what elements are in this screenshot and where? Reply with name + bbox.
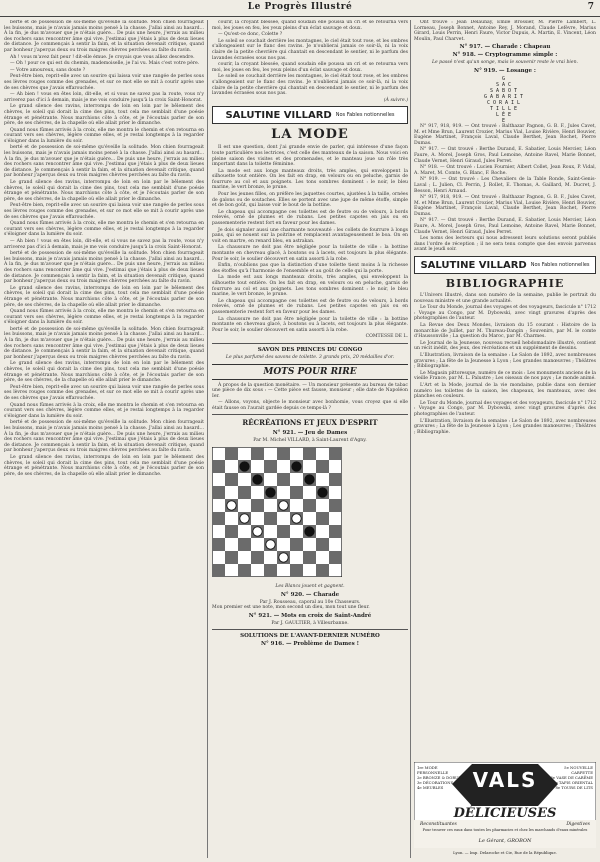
paragraph: N° 918. — Ont trouvé : Lucien Fournier, Albert Collet, Jean Roux, P. Vidal, A. Maret, M. Comte, G. Blanc, F. Roche. [414, 165, 596, 176]
white-piece [253, 527, 262, 536]
paragraph: Peut-être bien, reprit-elle avec un sourire qui laissa voir une rangée de perles sous ses lèvres rouges comme des grenades, et sur ce mot elle se mit à courir après une de ses chèvres que j'avais effarouchée. [4, 74, 204, 91]
paragraph: La chaussure ne doit pas être négligée pour la toilette de ville : la bottine montante en chevreau glacé, à boutons ou à lacets, est toujours la plus élégante. Pour le soir, le soulier découvert en satin assorti à la robe. [212, 245, 408, 262]
board-square [225, 551, 238, 564]
board-square [251, 447, 264, 460]
paragraph: — Ah bien ! vous en êtes loin, dit-elle, et si vous ne savez pas la route, vous n'y arriverez pas d'ici à demain, mais je me vois conduire jusqu'à la croix Saint-Honorat. [4, 238, 204, 250]
paragraph: Le grand silence des ravins, interrompu de loin en loin par le bêlement des chèvres, le soleil qui dorait la cime des pins, tout cela me semblait d'une poésie étrange et pénétrante. Nous marchions côte à côte, et je l'écoutais parler de son père, de ses chèvres, de la chapelle où elle allait prier le dimanche. [4, 285, 204, 308]
paragraph: Le grand silence des ravins, interrompu de loin en loin par le bêlement des chèvres, le soleil qui dorait la cime des pins, tout cela me semblait d'une poésie étrange et pénétrante. Nous marchions côte à côte, et je l'écoutais parler de son père, de ses chèvres, de la chapelle où elle allait prier le dimanche. [4, 454, 204, 477]
paragraph: berté et de possession de soi-même qu'éveille la solitude. Mon chien fourrageait les buissons, mais je n'avais jamais moins pensé à la chasse. J'allai ainsi au hasard... À la fin, je dus m'avouer que je n'étais guère... De puis une heure, j'errais au milieu des rochers sans rencontrer âme qui vive. J'estimai que j'étais à plus de deux lieues de distance. Je commençais à sentir la faim, et la situation devenait critique, quand par bonheur j'aperçus deux ou trois maigres chèvres perchées au faîte du ravin. [4, 251, 204, 285]
paragraph: Quand nous fûmes arrivés à la croix, elle me montra le chemin et s'en retourna en courant vers ses chèvres, légère comme elles, et je restai longtemps à la regarder s'éloigner dans la lumière du soir. [4, 309, 204, 326]
board-square [329, 473, 342, 486]
paragraph: — Votre amoureux, sans doute ? [10, 67, 86, 73]
board-caption: Les Blancs jouent et gagnent. [275, 584, 345, 590]
paragraph: La chaussure ne doit pas être négligée pour la toilette de ville : la bottine montante en chevreau glacé, à boutons ou à lacets, est toujours la plus élégante. Pour le soir, le soulier découvert en satin assorti à la robe. [212, 316, 408, 333]
checkers-board [212, 447, 342, 577]
board-square [212, 564, 225, 577]
charade-title: N° 920. — Charade [280, 591, 340, 598]
paragraph: Peut-être bien, reprit-elle avec un sourire qui laissa voir une rangée de perles sous ses lèvres rouges comme des grenades, et sur ce mot elle se mit à courir après une de ses chèvres que j'avais effarouchée. [4, 203, 204, 220]
ad-brand-bottom: DÉLICIEUSES [453, 806, 557, 821]
paragraph: Quand nous fûmes arrivés à la croix, elle me montra le chemin et s'en retourna en courant vers ses chèvres, légère comme elles, et je restai longtemps à la regarder s'éloigner dans la lumière du soir. [4, 402, 204, 419]
column-3 [414, 20, 596, 858]
ad-small-text: Pour trouver ces eaux dans toutes les pharmacies et chez les marchands d'eaux minérales [422, 828, 588, 832]
white-piece [227, 501, 236, 510]
paragraph: — Ah bien ! vous en êtes loin, dit-elle, et si vous ne savez pas la route, vous n'y arriverez pas d'ici à demain, mais je me vois conduire jusqu'à la croix Saint-Honorat. [4, 92, 204, 103]
board-square [303, 499, 316, 512]
losange-line: TILLE [489, 105, 521, 112]
losange-line: GABARIT [483, 93, 527, 100]
paragraph: La mode est aux longs manteaux droits, très amples, qui enveloppent la silhouette tout entière. On les fait en drap, en velours ou en peluche, garnis de fourrure au col et aux poignets. Les tons sombres dominent : le noir, le bleu marine, le vert bronze, le prune. [212, 168, 408, 191]
solvers-list [414, 124, 596, 253]
paragraph: N° 917. — Ont trouvé : Berthe Durand, E. Sabatier, Louis Mercier, Léon Faure, A. Morel, Joseph Gros, Paul Lemoine, Antoine Ravel, Marie Bonnet, Claude Vernet, Henri Giraud, Jules Perret. [414, 147, 596, 164]
board-square [238, 538, 251, 551]
bibliographie-title: BIBLIOGRAPHIE [445, 277, 565, 291]
board-square [277, 473, 290, 486]
losange-line: SAC [495, 81, 515, 88]
to-be-continued: (À suivre.) [383, 97, 408, 103]
solutions-title: SOLUTIONS DE L'AVANT-DERNIER NUMÉRO [240, 633, 380, 640]
black-piece [305, 527, 314, 536]
paragraph: L'Illustration, livraison de la semaine : Le Salon de 1892, avec nombreuses gravures ; La fête de la Jeunesse à Lyon ; Les grandes manœuvres ; Théâtres ; Bibliographie. [414, 352, 596, 370]
paragraph: Le grand silence des ravins, interrompu de loin en loin par le bêlement des chèvres, le soleil qui dorait la cime des pins, tout cela me semblait d'une poésie étrange et pénétrante. Nous marchions côte à côte, et je l'écoutais parler de son père, de ses chèvres, de la chapelle où elle allait prier le dimanche. [4, 180, 204, 202]
column-rule-1 [207, 20, 208, 858]
paragraph: Quand nous fûmes arrivés à la croix, elle me montra le chemin et s'en retourna en courant vers ses chèvres, légère comme elles, et je restai longtemps à la regarder s'éloigner dans la lumière du soir. [4, 221, 204, 238]
crypto-text: Le passé n'est qu'un songe, mais le souvenir reste le vrai bien. [431, 60, 579, 66]
paragraph: Enfin, n'oublions pas que la distinction d'une toilette tient moins à la richesse des étoffes qu'à l'harmonie de l'ensemble et au goût de celle qui la porte. [212, 263, 408, 274]
board-square [329, 551, 342, 564]
paragraph: L'Art et la Mode, journal de la vie mondaine, publie dans son dernier numéro les toilettes de la saison, les chapeaux, les manteaux, avec des planches en couleurs. [414, 382, 596, 400]
losange-line: E [501, 117, 508, 124]
white-piece [266, 540, 275, 549]
board-square [264, 564, 277, 577]
paragraph: N° 919. — Ont trouvé : Les Chevaliers de la Table Ronde, Saint-Genis-Laval ; L. Julien, Cl. Perrin, J. Rollet, E. Thomas, A. Gaillard, M. Ducret, J. Besson, Henri Arnaud. [414, 177, 596, 194]
board-square [329, 499, 342, 512]
board-square [212, 512, 225, 525]
board-square [225, 447, 238, 460]
board-square [212, 460, 225, 473]
paragraph: Le Tour du Monde, journal des voyages et des voyageurs, fascicule n° 1712 : Voyage au Congo, par M. Dybowski, avec vingt gravures d'après des photographies de l'auteur. [414, 400, 596, 417]
ad-item: 3e DÉCORATIONS [417, 780, 454, 785]
mots-pour-rire-title: MOTS POUR RIRE [212, 364, 408, 380]
board-square [316, 460, 329, 473]
paragraph: Le Journal de la Jeunesse, nouveau recueil hebdomadaire illustré, contient un récit inédit, des jeux, des récréations et un supplément de dessins. [414, 340, 596, 352]
board-square [316, 512, 329, 525]
solvers-top [414, 20, 596, 42]
paragraph: Le Tour du Monde, journal des voyages et des voyageurs, fascicule n° 1712 : Voyage au Congo, par M. Dybowski, avec vingt gravures d'après des photographies de l'auteur. [414, 305, 596, 322]
board-square [212, 538, 225, 551]
paragraph: Le Magasin pittoresque, numéro de ce mois : Les monuments anciens de la vieille France, par M. L. Palustre ; Les oiseaux de nos pays ; Le monde animé. [414, 370, 596, 382]
board-square [290, 538, 303, 551]
paragraph: La mode est aux longs manteaux droits, très amples, qui enveloppent la silhouette tout entière. On les fait en drap, en velours ou en peluche, garnis de fourrure au col et aux poignets. Les tons sombres dominent : le noir, le bleu marine, le vert bronze, le prune. [212, 275, 408, 298]
paragraph: Le soleil se couchait derrière les montagnes, le ciel était tout rose, et les ombres s'allongeaient sur le flanc des ravins. Je n'oublierai jamais ce soir-là, ni la voix claire de la petite chevrière qui chantait en descendant le sentier, ni le parfum des lavandes écrasées sous nos pas. [212, 38, 408, 61]
board-square [238, 564, 251, 577]
paragraph: berté et de possession de soi-même qu'éveille la solitude. Mon chien fourrageait les buissons, mais je n'avais jamais moins pensé à la chasse. J'allai ainsi au hasard... À la fin, je dus m'avouer que je n'étais guère... De puis une heure, j'errais au milieu des rochers sans rencontrer âme qui vive. J'estimai que j'étais à plus de deux lieues de distance. Je commençais à sentir la faim, et la situation devenait critique, quand par bonheur j'aperçus deux ou trois maigres chèvres perchées au faîte du ravin. [4, 20, 204, 53]
board-square [225, 525, 238, 538]
losange-line: G [501, 75, 508, 82]
paragraph: — Oh ! pour ce qui est du chemin, mademoiselle, je l'ai vu. Mais c'est votre père. [10, 61, 200, 67]
paragraph: La Revue des Deux Mondes, livraison du 15 courant : Histoire de la monarchie de Juillet, par M. Thureau-Dangin ; Souvenirs, par M. le comte d'Haussonville ; La question du Maroc, par M. Charmes. [414, 323, 596, 340]
paragraph: Le chapeau qui accompagne ces toilettes est de feutre ou de velours, à bords relevés, orné de plumes et de rubans. Les petites capotes en jais ou en passementerie restent fort en faveur pour les dames. [212, 209, 408, 227]
ad-item: 7e TAPIS ORIENTAL [553, 780, 593, 785]
crypto-title: N° 918. — Cryptogramme simple : [452, 52, 558, 59]
board-square [277, 525, 290, 538]
salutine-banner [212, 106, 408, 124]
jeu-author: Par M. Michel VILLARD, à Saint-Laurent d'Agny. [253, 438, 367, 444]
paragraph: — Qu'est-ce donc, Colette ? [218, 32, 283, 38]
paragraph: N° 917, 918, 919. — Ont trouvé : Balthazar Pagnon, G. B. F., Jules Cavet, M. et Mme Brun, Laurent Crozier, Marius Vial, Louise Rivière, Henri Bouvier, Eugène Martinet, François Laval, Claude Berthet, Jean Rochet, Pierre Dumas. [414, 123, 596, 146]
losange-line: LÉE [495, 111, 515, 118]
paragraph: N° 917, 918, 919. — Ont trouvé : Balthazar Pagnon, G. B. F., Jules Cavet, M. et Mme Brun, Laurent Crozier, Marius Vial, Louise Rivière, Henri Bouvier, Eugène Martinet, François Laval, Claude Berthet, Jean Rochet, Pierre Dumas. [414, 195, 596, 217]
charade-author: Par J. Rousseau, caporal au 10e Chasseurs. [259, 599, 361, 605]
probleme-title: N° 916. — Problème de Dames ! [260, 641, 360, 648]
paragraph: Pour les jeunes filles, on préfère les jaquettes courtes, ajustées à la taille, ornées de galons ou de soutaches. Elles se portent avec une jupe de même étoffe, simple et de bon goût, qui laisse voir le bout de la bottine. [212, 192, 408, 209]
recreations-title: RÉCRÉATIONS ET JEUX D'ESPRIT [242, 418, 378, 428]
mode-text [212, 145, 408, 340]
black-piece [240, 462, 249, 471]
board-square [277, 447, 290, 460]
banner-name: SALUTINE VILLARD [225, 109, 332, 121]
paragraph: L'Univers Illustré, dans son numéro de la semaine, publie le portrait du nouveau ministre et une grande actualité. [414, 293, 596, 304]
salutine-banner-2 [414, 256, 596, 274]
divider [212, 343, 408, 344]
losange-line: CORAIL [486, 99, 524, 106]
masthead [0, 0, 600, 17]
imprint: Lyon. — Imp. Delaroche et Cie, Rue de la République. [453, 850, 557, 855]
mots-text [212, 383, 408, 412]
mots-croix-author: Par J. GAULTIER, à Villeurbanne. [271, 620, 349, 626]
board-square [303, 551, 316, 564]
paragraph: Les noms des lecteurs qui nous adressent leurs solutions seront publiés dans l'ordre de réception ; il ne sera tenu compte que des envois parvenus avant le jeudi soir. [414, 236, 596, 253]
divider [212, 629, 408, 630]
paragraph: Peut-être bien, reprit-elle avec un sourire qui laissa voir une rangée de perles sous ses lèvres rouges comme des grenades, et sur ce mot elle se mit à courir après une de ses chèvres que j'avais effarouchée. [4, 384, 204, 401]
paragraph: Le chapeau qui accompagne ces toilettes est de feutre ou de velours, à bords relevés, orné de plumes et de rubans. Les petites capotes en jais ou en passementerie restent fort en faveur pour les dames. [212, 298, 408, 315]
white-piece [240, 514, 249, 523]
column-rule-2 [410, 20, 411, 858]
banner-name: SALUTINE VILLARD [420, 259, 527, 271]
paragraph: À propos de la question monétaire. — Un monsieur présente au bureau de tabac une pièce de dix sous : — Cette pièce est fausse, monsieur ; elle date de Napoléon Ier. [212, 382, 408, 399]
board-square [264, 512, 277, 525]
paragraph: Quand nous fûmes arrivés à la croix, elle me montra le chemin et s'en retourna en courant vers ses chèvres, légère comme elles, et je restai longtemps à la regarder s'éloigner dans la lumière du soir. [4, 127, 204, 144]
black-piece [253, 475, 262, 484]
paragraph: Le grand silence des ravins, interrompu de loin en loin par le bêlement des chèvres, le soleil qui dorait la cime des pins, tout cela me semblait d'une poésie étrange et pénétrante. Nous marchions côte à côte, et je l'écoutais parler de son père, de ses chèvres, de la chapelle où elle allait prier le dimanche. [4, 104, 204, 127]
board-square [251, 551, 264, 564]
white-piece [279, 553, 288, 562]
ad-item: 2e BRONZE & DORURE [417, 775, 465, 780]
gerant: Le Gérant, GROBON [478, 838, 532, 844]
jeu-title: N° 921. — Jeu de Dames [272, 430, 348, 437]
mode-title: LA MODE [271, 127, 349, 143]
losange-line: SABOT [489, 87, 521, 94]
board-square [329, 447, 342, 460]
paragraph: berté et de possession de soi-même qu'éveille la solitude. Mon chien fourrageait les buissons, mais je n'avais jamais moins pensé à la chasse. J'allai ainsi au hasard... À la fin, je dus m'avouer que je n'étais guère... De puis une heure, j'errais au milieu des rochers sans rencontrer âme qui vive. J'estimai que j'étais à plus de deux lieues de distance. Je commençais à sentir la faim, et la situation devenait critique, quand par bonheur j'aperçus deux ou trois maigres chèvres perchées au faîte du ravin. [4, 326, 204, 360]
black-piece [305, 475, 314, 484]
board-square [303, 447, 316, 460]
column-1 [4, 20, 204, 858]
white-piece [279, 501, 288, 510]
ad-tagline-right: Digestives [566, 822, 590, 827]
ad-tagline-left: Reconstituantes [420, 822, 457, 827]
paragraph: courir, la croyant blessée, quand soudain elle poussa un cri et se retourna vers moi, les joues en feu, les yeux pleins d'un éclat sauvage et doux. [212, 20, 408, 31]
board-square [316, 538, 329, 551]
paragraph: Ah ! vous m'avez fait peur ! dit-elle émue. Je croyais que vous alliez descendre. [10, 54, 195, 60]
black-piece [292, 462, 301, 471]
paragraph: Je dois signaler aussi une charmante nouveauté : les collets de fourrure à longs pans, qui se nouent sur la poitrine et remplacent avantageusement le boa. On en voit en martre, en renard bleu, en astrakan. [212, 227, 408, 244]
paragraph: — Allons, voyons, objecte le monsieur avec bonhomie, vous croyez que si elle était fausse on l'aurait gardée depuis ce temps-là ? [212, 400, 408, 411]
story-continuation [212, 20, 408, 103]
white-piece [292, 514, 301, 523]
board-square [316, 564, 329, 577]
paragraph: L'Illustration, livraison de la semaine : Le Salon de 1892, avec nombreuses gravures ; La fête de la Jeunesse à Lyon ; Les grandes manœuvres ; Théâtres ; Bibliographie. [414, 418, 596, 435]
mots-croix-title: N° 921. — Mots en croix de Saint-André [248, 612, 372, 619]
mode-signature: COMTESSE DE L. [365, 334, 408, 340]
board-square [238, 486, 251, 499]
divider [212, 414, 408, 415]
banner-tag: Nos Fables notionnelles [530, 261, 590, 268]
board-square [251, 499, 264, 512]
savon-sub: Le plus parfumé des savons de toilette. 3 grands prix, 20 médailles d'or. [225, 354, 395, 360]
board-square [329, 525, 342, 538]
ad-item: 6e VASE DE CARÊME [550, 775, 593, 780]
masthead-title: Le Progrès Illustré [247, 2, 353, 12]
board-square [290, 564, 303, 577]
bibliographie-text [414, 293, 596, 435]
losange [414, 76, 596, 124]
column-2 [212, 20, 408, 858]
ad-brand-top: VALS [472, 768, 538, 792]
board-square [264, 460, 277, 473]
charade-solution-title: N° 917. — Charade : Chapeau [459, 44, 551, 51]
paragraph: Le grand silence des ravins, interrompu de loin en loin par le bêlement des chèvres, le soleil qui dorait la cime des pins, tout cela me semblait d'une poésie étrange et pénétrante. Nous marchions côte à côte, et je l'écoutais parler de son père, de ses chèvres, de la chapelle où elle allait prier le dimanche. [4, 361, 204, 384]
ad-item: 1re MODE PERSONNELLE [417, 765, 449, 775]
ad-item: 4e MEUBLES [417, 785, 444, 790]
board-square [225, 473, 238, 486]
story-text [4, 20, 204, 477]
ad-item: 5e NOUVELLE CARPETTE [564, 765, 593, 775]
ad-item: 8e TOURS DE LITS [555, 785, 593, 790]
black-piece [266, 488, 275, 497]
page-number: 7 [587, 2, 594, 12]
charade-text: Mon premier est une note, mon second un dieu, mon tout une fleur. [212, 605, 370, 611]
paragraph: Ont trouvé : Jean Delaunay, Émile Brossier, M. Pierre Lambert, L. Lormeau, Joseph Bonnet, Antoine Rey, J. Morand, Claude Lefèvre, Marius Girard, Louis Perrin, Henri Faure, Victor Dupuis, A. Martin, E. Vincent, Léon Moulin, Paul Charvet. [414, 20, 596, 42]
paragraph: berté et de possession de soi-même qu'éveille la solitude. Mon chien fourrageait les buissons, mais je n'avais jamais moins pensé à la chasse. J'allai ainsi au hasard... À la fin, je dus m'avouer que je n'étais guère... De puis une heure, j'errais au milieu des rochers sans rencontrer âme qui vive. J'estimai que j'étais à plus de deux lieues de distance. Je commençais à sentir la faim, et la situation devenait critique, quand par bonheur j'aperçus deux ou trois maigres chèvres perchées au faîte du ravin. [4, 145, 204, 179]
board-square [212, 486, 225, 499]
losange-title: N° 919. — Losange : [474, 67, 536, 74]
banner-tag: Nos Fables notionnelles [335, 111, 395, 118]
paragraph: berté et de possession de soi-même qu'éveille la solitude. Mon chien fourrageait les buissons, mais je n'avais jamais moins pensé à la chasse. J'allai ainsi au hasard... À la fin, je dus m'avouer que je n'étais guère... De puis une heure, j'errais au milieu des rochers sans rencontrer âme qui vive. J'estimai que j'étais à plus de deux lieues de distance. Je commençais à sentir la faim, et la situation devenait critique, quand par bonheur j'aperçus deux ou trois maigres chèvres perchées au faîte du ravin. [4, 420, 204, 454]
black-piece [318, 488, 327, 497]
savon-title: SAVON DES PRINCES DU CONGO [257, 346, 363, 353]
paragraph: N° 917. — Ont trouvé : Berthe Durand, E. Sabatier, Louis Mercier, Léon Faure, A. Morel, Joseph Gros, Paul Lemoine, Antoine Ravel, Marie Bonnet, Claude Vernet, Henri Giraud, Jules Perret. [414, 218, 596, 235]
paragraph: courir, la croyant blessée, quand soudain elle poussa un cri et se retourna vers moi, les joues en feu, les yeux pleins d'un éclat sauvage et doux. [212, 62, 408, 73]
paragraph: Le soleil se couchait derrière les montagnes, le ciel était tout rose, et les ombres s'allongeaient sur le flanc des ravins. Je n'oublierai jamais ce soir-là, ni la voix claire de la petite chevrière qui chantait en descendant le sentier, ni le parfum des lavandes écrasées sous nos pas. [212, 74, 408, 97]
paragraph: Il est une question, dont j'ai grande envie de parler, qui intéresse d'une façon toute particulière nos lectrices, c'est celle des manteaux de la saison. Nous voici en pleine saison des visites et des promenades, et le manteau joue un rôle très important dans la toilette féminine. [212, 145, 408, 168]
board-square [290, 486, 303, 499]
vals-advertisement [414, 762, 596, 848]
